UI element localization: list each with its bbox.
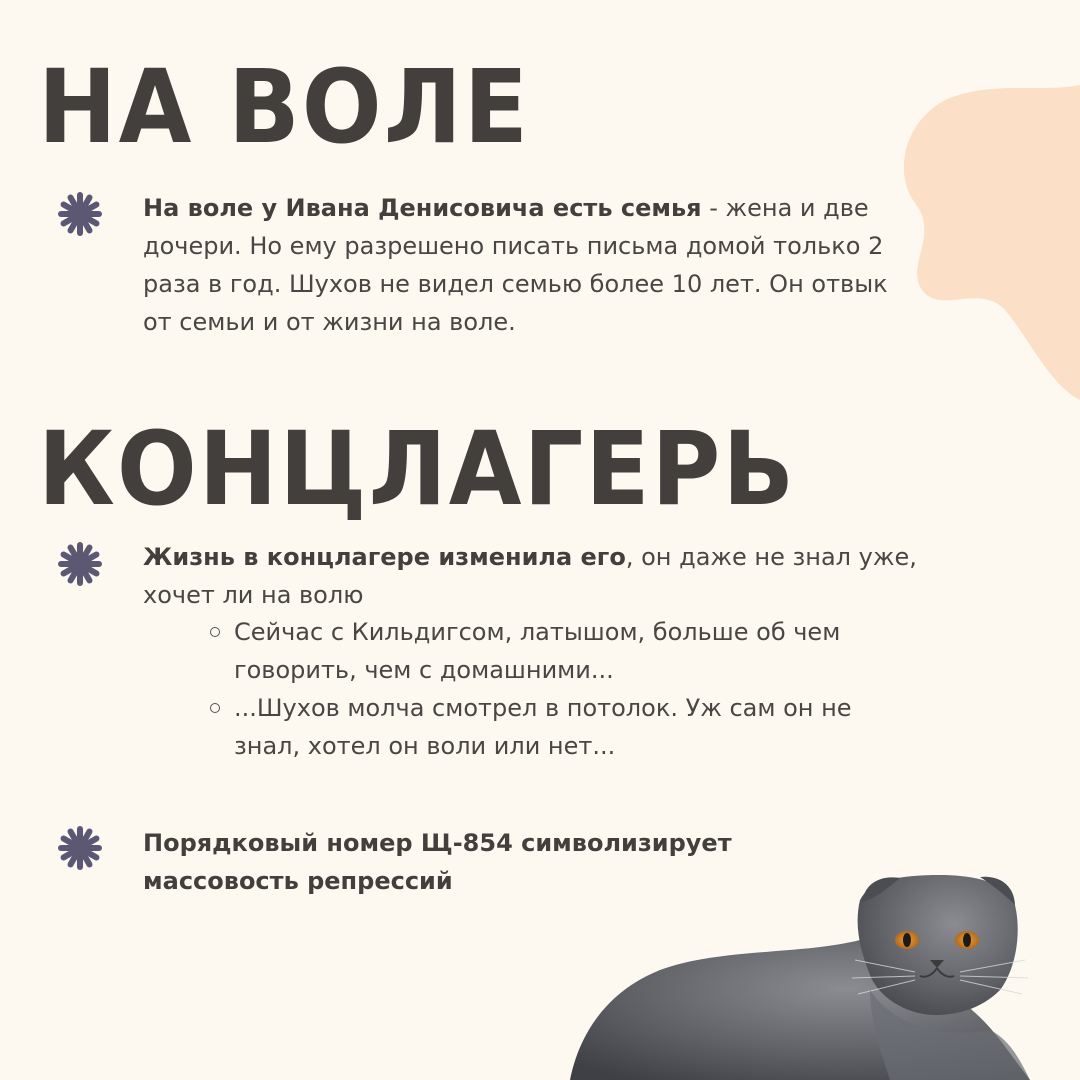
paragraph-family bbox=[143, 189, 923, 341]
scottish-fold-cat-photo bbox=[570, 860, 1080, 1080]
paragraph-prisoner-number-bold: Порядковый номер Щ-854 символизирует массовость репрессий bbox=[143, 829, 732, 895]
paragraph-camp-life-bold: Жизнь в концлагере изменила его bbox=[143, 543, 626, 571]
list-item: ...Шухов молча смотрел в потолок. Уж сам он не знал, хотел он воли или нет... bbox=[210, 689, 910, 765]
paragraph-family-text: - жена и две дочери. Но ему разрешено писать письма домой только 2 раза в год. Шухов не видел семью более 10 лет. Он отвык от семьи и от жизни на воле. bbox=[143, 194, 888, 336]
asterisk-flower-icon bbox=[56, 190, 104, 238]
quote-list bbox=[210, 613, 910, 765]
asterisk-flower-icon bbox=[56, 824, 104, 872]
decorative-peach-blob bbox=[900, 85, 1080, 400]
heading-konclager: КОНЦЛАГЕРЬ bbox=[38, 411, 797, 530]
heading-na-vole: НА ВОЛЕ bbox=[38, 49, 530, 168]
paragraph-camp-life-text: , он даже не знал уже, хочет ли на волю bbox=[143, 543, 917, 609]
asterisk-flower-icon bbox=[56, 540, 104, 588]
paragraph-camp-life bbox=[143, 538, 923, 614]
list-item: Сейчас с Кильдигсом, латышом, больше об чем говорить, чем с домашними... bbox=[210, 613, 910, 689]
paragraph-family-bold: На воле у Ивана Денисовича есть семья bbox=[143, 194, 702, 222]
